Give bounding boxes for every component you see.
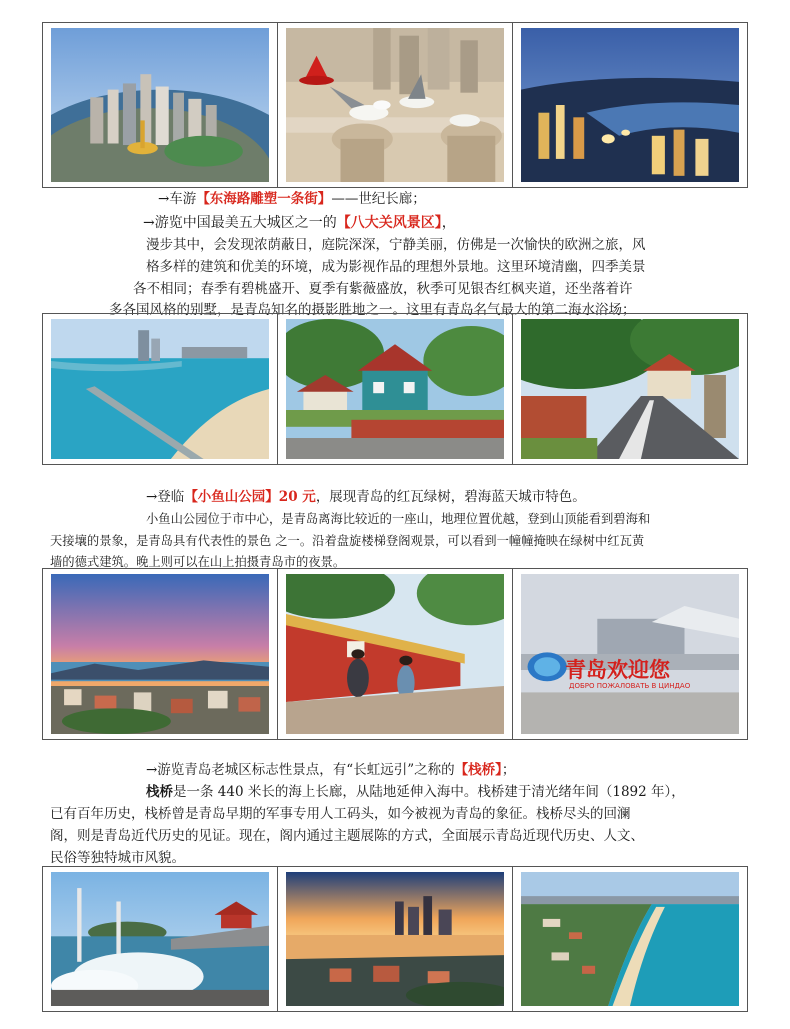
photo-bay-beach: [51, 319, 269, 459]
sec2-para-line: 墙的德式建筑。晚上则可以在山上拍摄青岛市的夜景。: [50, 555, 346, 569]
photo-sunset-skyline: [286, 872, 504, 1006]
sec2-line1: [146, 486, 586, 508]
sec2-para-line: 天接壤的景象，是青岛具有代表性的景色 之一。沿着盘旋楼梯登阁观景，可以看到一幢幢掩映在绿树中红瓦黄: [50, 534, 645, 548]
sec3-para-first: [146, 781, 685, 803]
sign-subtext: ДОБРО ПОЖАЛОВАТЬ В ЦИНДАО: [569, 682, 691, 690]
photo-cell: [513, 314, 747, 464]
photo-seagulls: [286, 28, 504, 182]
sec1-para-line: 漫步其中，会发现浓荫蔽日，庭院深深，宁静美丽，仿佛是一次愉快的欧洲之旅，风: [146, 237, 646, 253]
photo-sunset-city: [51, 574, 269, 734]
sec3-para-bold: 栈桥: [146, 784, 173, 800]
photo-cell: [278, 867, 513, 1011]
photo-red-wall: [286, 574, 504, 734]
photo-cell: [278, 569, 513, 739]
photo-row-1: [42, 22, 748, 188]
photo-night-coast: [521, 28, 739, 182]
sec1-line1-prefix: →车游: [158, 191, 197, 207]
sec2-line1-prefix: →登临: [146, 489, 185, 505]
sec1-line2: [143, 212, 456, 234]
photo-city-fisheye: [51, 28, 269, 182]
sec1-line1: [158, 188, 426, 210]
photo-cell: [43, 314, 278, 464]
sec1-line1-highlight: 【东海路雕塑一条街】: [196, 191, 332, 207]
sec1-line2-highlight: 【八大关风景区】: [336, 215, 442, 231]
photo-tree-road: [521, 319, 739, 459]
sec2-para-line: 小鱼山公园位于市中心，是青岛离海比较近的一座山，地理位置优越，登到山顶能看到碧海和: [146, 512, 651, 526]
photo-cell: [278, 314, 513, 464]
sec1-line2-suffix: ，: [441, 215, 456, 231]
photo-welcome-sign: [521, 574, 739, 734]
sec1-line1-suffix: ——世纪长廊；: [331, 191, 426, 207]
photo-cell: [43, 867, 278, 1011]
photo-cell: [513, 867, 747, 1011]
photo-cell: [43, 23, 278, 187]
sec1-para-line: 各不相同；春季有碧桃盛开、夏季有紫薇盛放，秋季可见银杏红枫夹道，还坐落着许: [133, 281, 633, 297]
sec3-line1-suffix: ；: [501, 762, 516, 778]
photo-row-3: [42, 568, 748, 740]
photo-row-4: [42, 866, 748, 1012]
photo-row-2: [42, 313, 748, 465]
photo-villa-garden: [286, 319, 504, 459]
sec2-line1-highlight: 【小鱼山公园】20 元: [184, 489, 316, 505]
sec3-para-line: 已有百年历史，栈桥曾是青岛早期的军事专用人工码头，如今被视为青岛的象征。栈桥尽头的回澜: [50, 806, 631, 822]
sign-text: 青岛欢迎您: [565, 658, 670, 682]
sec3-para-first-rest: 是一条 440 米长的海上长廊，从陆地延伸入海中。栈桥建于清光绪年间（1892 年），: [173, 784, 685, 800]
sec1-line2-prefix: →游览中国最美五大城区之一的: [143, 215, 337, 231]
sec3-para-line: 民俗等独特城市风貌。: [50, 850, 185, 866]
photo-cell: [43, 569, 278, 739]
sec2-line1-suffix: ，展现青岛的红瓦绿树，碧海蓝天城市特色。: [315, 489, 586, 505]
photo-cell: [513, 569, 747, 739]
sec3-line1-highlight: 【栈桥】: [454, 762, 502, 778]
sec3-line1-prefix: →游览青岛老城区标志性景点，有“长虹远引”之称的: [146, 762, 455, 778]
sec3-line1: [146, 759, 515, 781]
sec3-para-line: 阁，则是青岛近代历史的见证。现在，阁内通过主题展陈的方式，全面展示青岛近现代历史、人文、: [50, 828, 644, 844]
photo-pier-waves: [51, 872, 269, 1006]
sec1-para-line: 格多样的建筑和优美的环境，成为影视作品的理想外景地。这里环境清幽，四季美景: [146, 259, 646, 275]
photo-cell: [278, 23, 513, 187]
photo-coast-aerial: [521, 872, 739, 1006]
sec1-para-line: 多各国风格的别墅，是青岛知名的摄影胜地之一。这里有青岛名气最大的第二海水浴场；: [109, 302, 636, 318]
photo-cell: [513, 23, 747, 187]
